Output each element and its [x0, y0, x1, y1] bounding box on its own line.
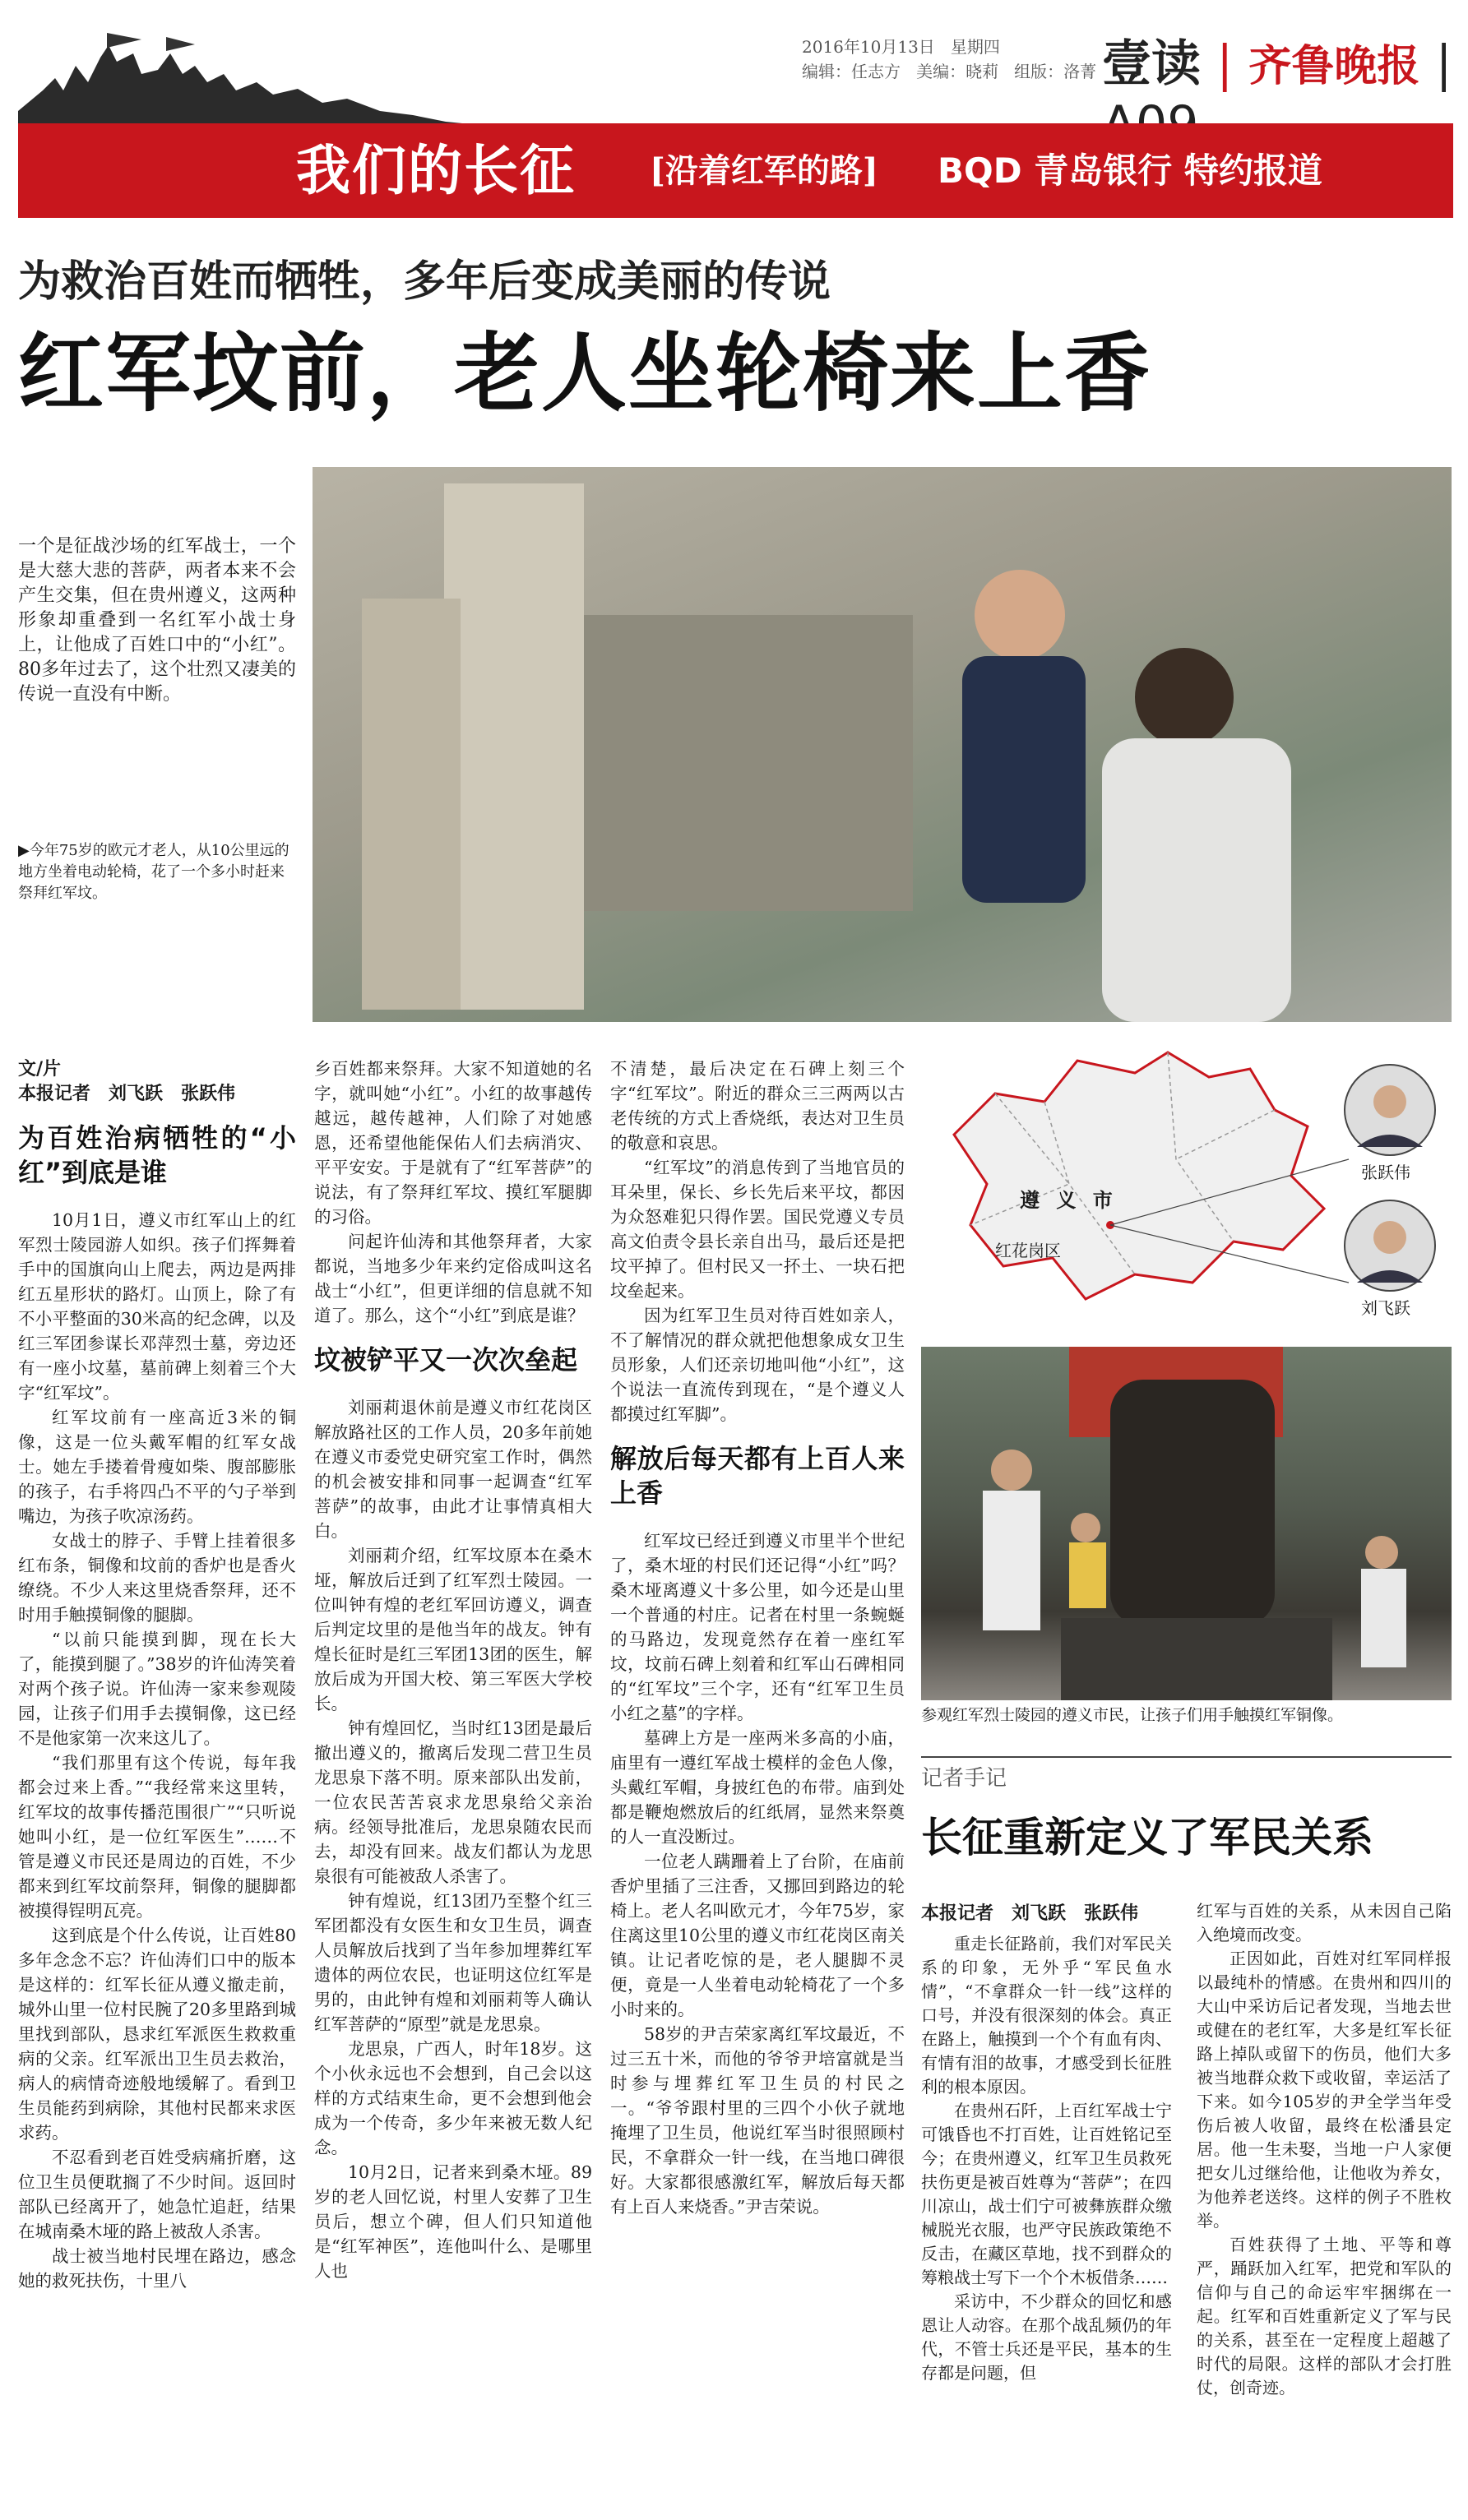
paragraph: 采访中，不少群众的回忆和感恩让人动容。在那个战乱频仍的年代，不管士兵还是平民，基本的生存都是问题，但: [921, 2291, 1172, 2383]
note-title: 长征重新定义了军民关系: [921, 1814, 1373, 1861]
paragraph: 钟有煌回忆，当时红13团是最后撤出遵义的，撤离后发现二营卫生员龙思泉下落不明。原来部队出发前，一位农民苦苦哀求龙思泉给父亲治病。经领导批准后，龙思泉随农民而去，却没有回来。战友们都认为龙思泉很有可能被敌人杀害了。: [314, 1718, 592, 1886]
main-photo: [313, 467, 1452, 1022]
paragraph: 红军与百姓的关系，从未因自己陷入绝境而改变。: [1197, 1901, 1452, 1944]
column-3: [610, 1057, 905, 2219]
map-label-district: 红花岗区: [995, 1241, 1061, 1260]
column-1: [18, 1057, 296, 2293]
paragraph: 刘丽莉退休前是遵义市红花岗区解放路社区的工作人员，20多年前她在遵义市委党史研究室工作时，偶然的机会被安排和同事一起调查“红军菩萨”的故事，由此才让事情真相大白。: [314, 1398, 592, 1541]
lede: 一个是征战沙场的红军战士，一个是大慈大悲的菩萨，两者本来不会产生交集，但在贵州遵义，这两种形象却重叠到一名红军小战士身上，让他成了百姓口中的“小红”。80多年过去了，这个壮烈又凄美的传说一直没有中断。: [18, 536, 296, 705]
kicker: 为救治百姓而牺牲，多年后变成美丽的传说: [18, 257, 831, 307]
paragraph: 战士被当地村民埋在路边，感念她的救死扶伤，十里八: [18, 2246, 296, 2291]
photo2-caption: 参观红军烈士陵园的遵义市民，让孩子们用手触摸红军铜像。: [921, 1706, 1344, 1724]
paragraph: 10月2日，记者来到桑木垭。89岁的老人回忆说，村里人安葬了卫生员后，想立个碑，但人们只知道他是“红军神医”，连他叫什么、是哪里人也: [314, 2162, 592, 2281]
paragraph: 不忍看到老百姓受病痛折磨，这位卫生员便耽搁了不少时间。返回时部队已经离开了，她急忙追赶，结果在城南桑木垭的路上被敌人杀害。: [18, 2148, 296, 2241]
issue-date: 2016年10月13日: [802, 37, 935, 57]
map-label-city: 遵 义 市: [1020, 1189, 1118, 1212]
statue-photo: [921, 1347, 1452, 1700]
subhead-1: 为百姓治病牺牲的“小红”到底是谁: [18, 1122, 296, 1188]
headline: 红军坟前，老人坐轮椅来上香: [18, 323, 1152, 423]
paragraph: 女战士的脖子、手臂上挂着很多红布条，铜像和坟前的香炉也是香火缭绕。不少人来这里烧香祭拜，还不时用手触摸铜像的腿脚。: [18, 1531, 296, 1625]
note-column-2: [1197, 1899, 1452, 2400]
issue-info: [802, 35, 1096, 84]
byline-label: 文/片: [18, 1058, 62, 1080]
page-header: 壹读 | 齐鲁晚报 |: [1102, 25, 1468, 153]
series-title: 我们的长征: [296, 138, 576, 202]
subhead-2: 坟被铲平又一次次垒起: [314, 1344, 578, 1376]
paragraph: 刘丽莉介绍，红军坟原本在桑木垭，解放后迁到了红军烈士陵园。一位叫钟有煌的老红军回访遵义，调查后判定坟里的是他当年的战友。钟有煌长征时是红三军团13团的医生，解放后成为开国大校、第三军医大学校长。: [314, 1546, 592, 1713]
paragraph: 重走长征路前，我们对军民关系的印象，无外乎“军民鱼水情”，“不拿群众一针一线”这样的口号，并没有很深刻的体会。真正在路上，触摸到一个个有血有肉、有情有泪的故事，才感受到长征胜利的根本原因。: [921, 1934, 1172, 2097]
column-2: [314, 1057, 592, 2283]
reporter-label-2: 刘飞跃: [1361, 1298, 1410, 1318]
paragraph: “以前只能摸到脚，现在长大了，能摸到腿了。”38岁的许仙涛笑着对两个孩子说。许仙涛一家来参观陵园，让孩子们用手去摸铜像，这已经不是他家第一次来这儿了。: [18, 1630, 296, 1748]
paragraph: 不清楚，最后决定在石碑上刻三个字“红军坟”。附近的群众三三两两以古老传统的方式上香烧纸，表达对卫生员的敬意和哀思。: [610, 1059, 905, 1153]
paragraph: 乡百姓都来祭拜。大家不知道她的名字，就叫她“小红”。小红的故事越传越远，越传越神，人们除了对她感恩，还希望他能保佑人们去病消灾、平平安安。于是就有了“红军菩萨”的说法，有了祭拜红军坟、摸红军腿脚的习俗。: [314, 1059, 592, 1227]
paper-logo: 齐鲁晚报: [1248, 41, 1420, 91]
proof-credit: 组版：洛菁: [1014, 62, 1097, 81]
art-credit: 美编：晓莉: [916, 62, 999, 81]
paragraph: 58岁的尹吉荣家离红军坟最近，不过三五十米，而他的爷爷尹培富就是当时参与埋葬红军卫生员的村民之一。“爷爷跟村里的三四个小伙子就地掩埋了卫生员，他说红军当时很照顾村民，不拿群众一针一线，在当地口碑很好。大家都很感激红军，解放后每天都有上百人来烧香。”尹吉荣说。: [610, 2024, 905, 2217]
series-subtitle: [沿着红军的路]: [650, 151, 878, 190]
paragraph: 正因如此，百姓对红军同样报以最纯朴的情感。在贵州和四川的大山中采访后记者发现，当地去世或健在的老红军，大多是红军长征路上掉队或留下的伤员，他们大多被当地群众救下或收留，幸运活了下来。如今105岁的尹全学当年受伤后被人收留，最终在松潘县定居。他一生未娶，当地一户人家便把女儿过继给他，让他收为养女，为他养老送终。这样的例子不胜枚举。: [1197, 1949, 1452, 2231]
zunyi-map: [921, 1036, 1452, 1340]
note-label: 记者手记: [921, 1766, 1007, 1791]
section-name: 壹读: [1102, 35, 1201, 93]
paragraph: 问起许仙涛和其他祭拜者，大家都说，当地多少年来约定俗成叫这名战士“小红”，但更详细的信息就不知道了。那么，这个“小红”到底是谁？: [314, 1232, 592, 1325]
note-byline: 本报记者 刘飞跃 张跃伟: [921, 1903, 1139, 1924]
paragraph: 红军坟前有一座高近3米的铜像，这是一位头戴军帽的红军女战士。她左手搂着骨瘦如柴、腹部膨胀的孩子，右手将四凸不平的勺子举到嘴边，为孩子吹凉汤药。: [18, 1408, 296, 1526]
sponsor-label: BQD 青岛银行 特约报道: [938, 150, 1322, 191]
paragraph: 墓碑上方是一座两米多高的小庙，庙里有一遵红军战士模样的金色人像，头戴红军帽，身披红色的布带。庙到处都是鞭炮燃放后的红纸屑，显然来祭奠的人一直没断过。: [610, 1728, 905, 1847]
issue-weekday: 星期四: [950, 37, 1000, 57]
paragraph: “红军坟”的消息传到了当地官员的耳朵里，保长、乡长先后来平坟，都因为众怒难犯只得作罢。国民党遵义专员高文伯责令县长亲自出马，最后还是把坟平掉了。但村民又一抔土、一块石把坟垒起来。: [610, 1158, 905, 1301]
paragraph: 龙思泉，广西人，时年18岁。这个小伙永远也不会想到，自己会以这样的方式结束生命，更不会想到他会成为一个传奇，多少年来被无数人纪念。: [314, 2039, 592, 2157]
note-rule: [921, 1756, 1452, 1758]
note-column-1: [921, 1932, 1172, 2385]
paragraph: 一位老人蹒跚着上了台阶，在庙前香炉里插了三注香，又挪回到路边的轮椅上。老人名叫欧元才，今年75岁，家住离这里10公里的遵义市红花岗区南关镇。让记者吃惊的是，老人腿脚不灵便，竟是一人坐着电动轮椅花了一个多小时来的。: [610, 1852, 905, 2019]
paragraph: 百姓获得了土地、平等和尊严，踊跃加入红军，把党和军队的信仰与自己的命运牢牢捆绑在一起。红军和百姓重新定义了军与民的关系，甚至在一定程度上超越了时代的局限。这样的部队才会打胜仗，创奇迹。: [1197, 2235, 1452, 2397]
paragraph: 钟有煌说，红13团乃至整个红三军团都没有女医生和女卫生员，调查人员解放后找到了当年参加埋葬红军遗体的两位农民，也证明这位红军是男的，由此钟有煌和刘丽莉等人确认红军菩萨的“原型”就是龙思泉。: [314, 1891, 592, 2034]
subhead-3: 解放后每天都有上百人来上香: [610, 1443, 905, 1509]
byline: 本报记者 刘飞跃 张跃伟: [18, 1083, 236, 1104]
paragraph: “我们那里有这个传说，每年我都会过来上香。”“我经常来这里转，红军坟的故事传播范围很广”“只听说她叫小红，是一位红军医生”……不管是遵义市民还是周边的百姓，不少都来到红军坟前祭拜，铜像的腿脚都被摸得锃明瓦亮。: [18, 1753, 296, 1921]
paragraph: 这到底是个什么传说，让百姓80多年念念不忘？许仙涛们口中的版本是这样的：红军长征从遵义撤走前，城外山里一位村民腕了20多里路到城里找到部队，恳求红军派医生救救重病的父亲。红军派出卫生员去救治，病人的病情奇迹般地缓解了。看到卫生员能药到病除，其他村民都来求医求药。: [18, 1926, 296, 2143]
photo1-caption: ▶今年75岁的欧元才老人，从10公里远的地方坐着电动轮椅，花了一个多小时赶来祭拜红军坟。: [18, 842, 289, 902]
paragraph: 在贵州石阡，上百红军战士宁可饿昏也不打百姓，让百姓铭记至今；在贵州遵义，红军卫生员救死扶伤更是被百姓尊为“菩萨”；在四川凉山，战士们宁可被彝族群众缴械脱光衣服，也严守民族政策绝不反击，在藏区草地，找不到群众的筹粮战士写下一个个木板借条……: [921, 2101, 1172, 2287]
paragraph: 因为红军卫生员对待百姓如亲人，不了解情况的群众就把他想象成女卫生员形象，人们还亲切地叫他“小红”，这个说法一直流传到现在，“是个遵义人都摸过红军脚”。: [610, 1306, 905, 1424]
paragraph: 10月1日，遵义市红军山上的红军烈士陵园游人如织。孩子们挥舞着手中的国旗向山上爬去，两边是两排红五星形状的路灯。山顶上，除了有不小平整面的30米高的纪念碑，以及红三军团参谋长邓萍烈士墓，旁边还有一座小坟墓，墓前碑上刻着三个大字“红军坟”。: [18, 1210, 296, 1403]
editor-credit: 编辑：任志方: [802, 62, 901, 81]
reporter-label-1: 张跃伟: [1361, 1163, 1410, 1182]
paragraph: 红军坟已经迁到遵义市里半个世纪了，桑木垭的村民们还记得“小红”吗？桑木垭离遵义十多公里，如今还是山里一个普通的村庄。记者在村里一条蜿蜒的马路边，发现竟然存在着一座红军坟，坟前石碑上刻着和红军山石碑相同的“红军坟”三个字，还有“红军卫生员小红之墓”的字样。: [610, 1531, 905, 1723]
